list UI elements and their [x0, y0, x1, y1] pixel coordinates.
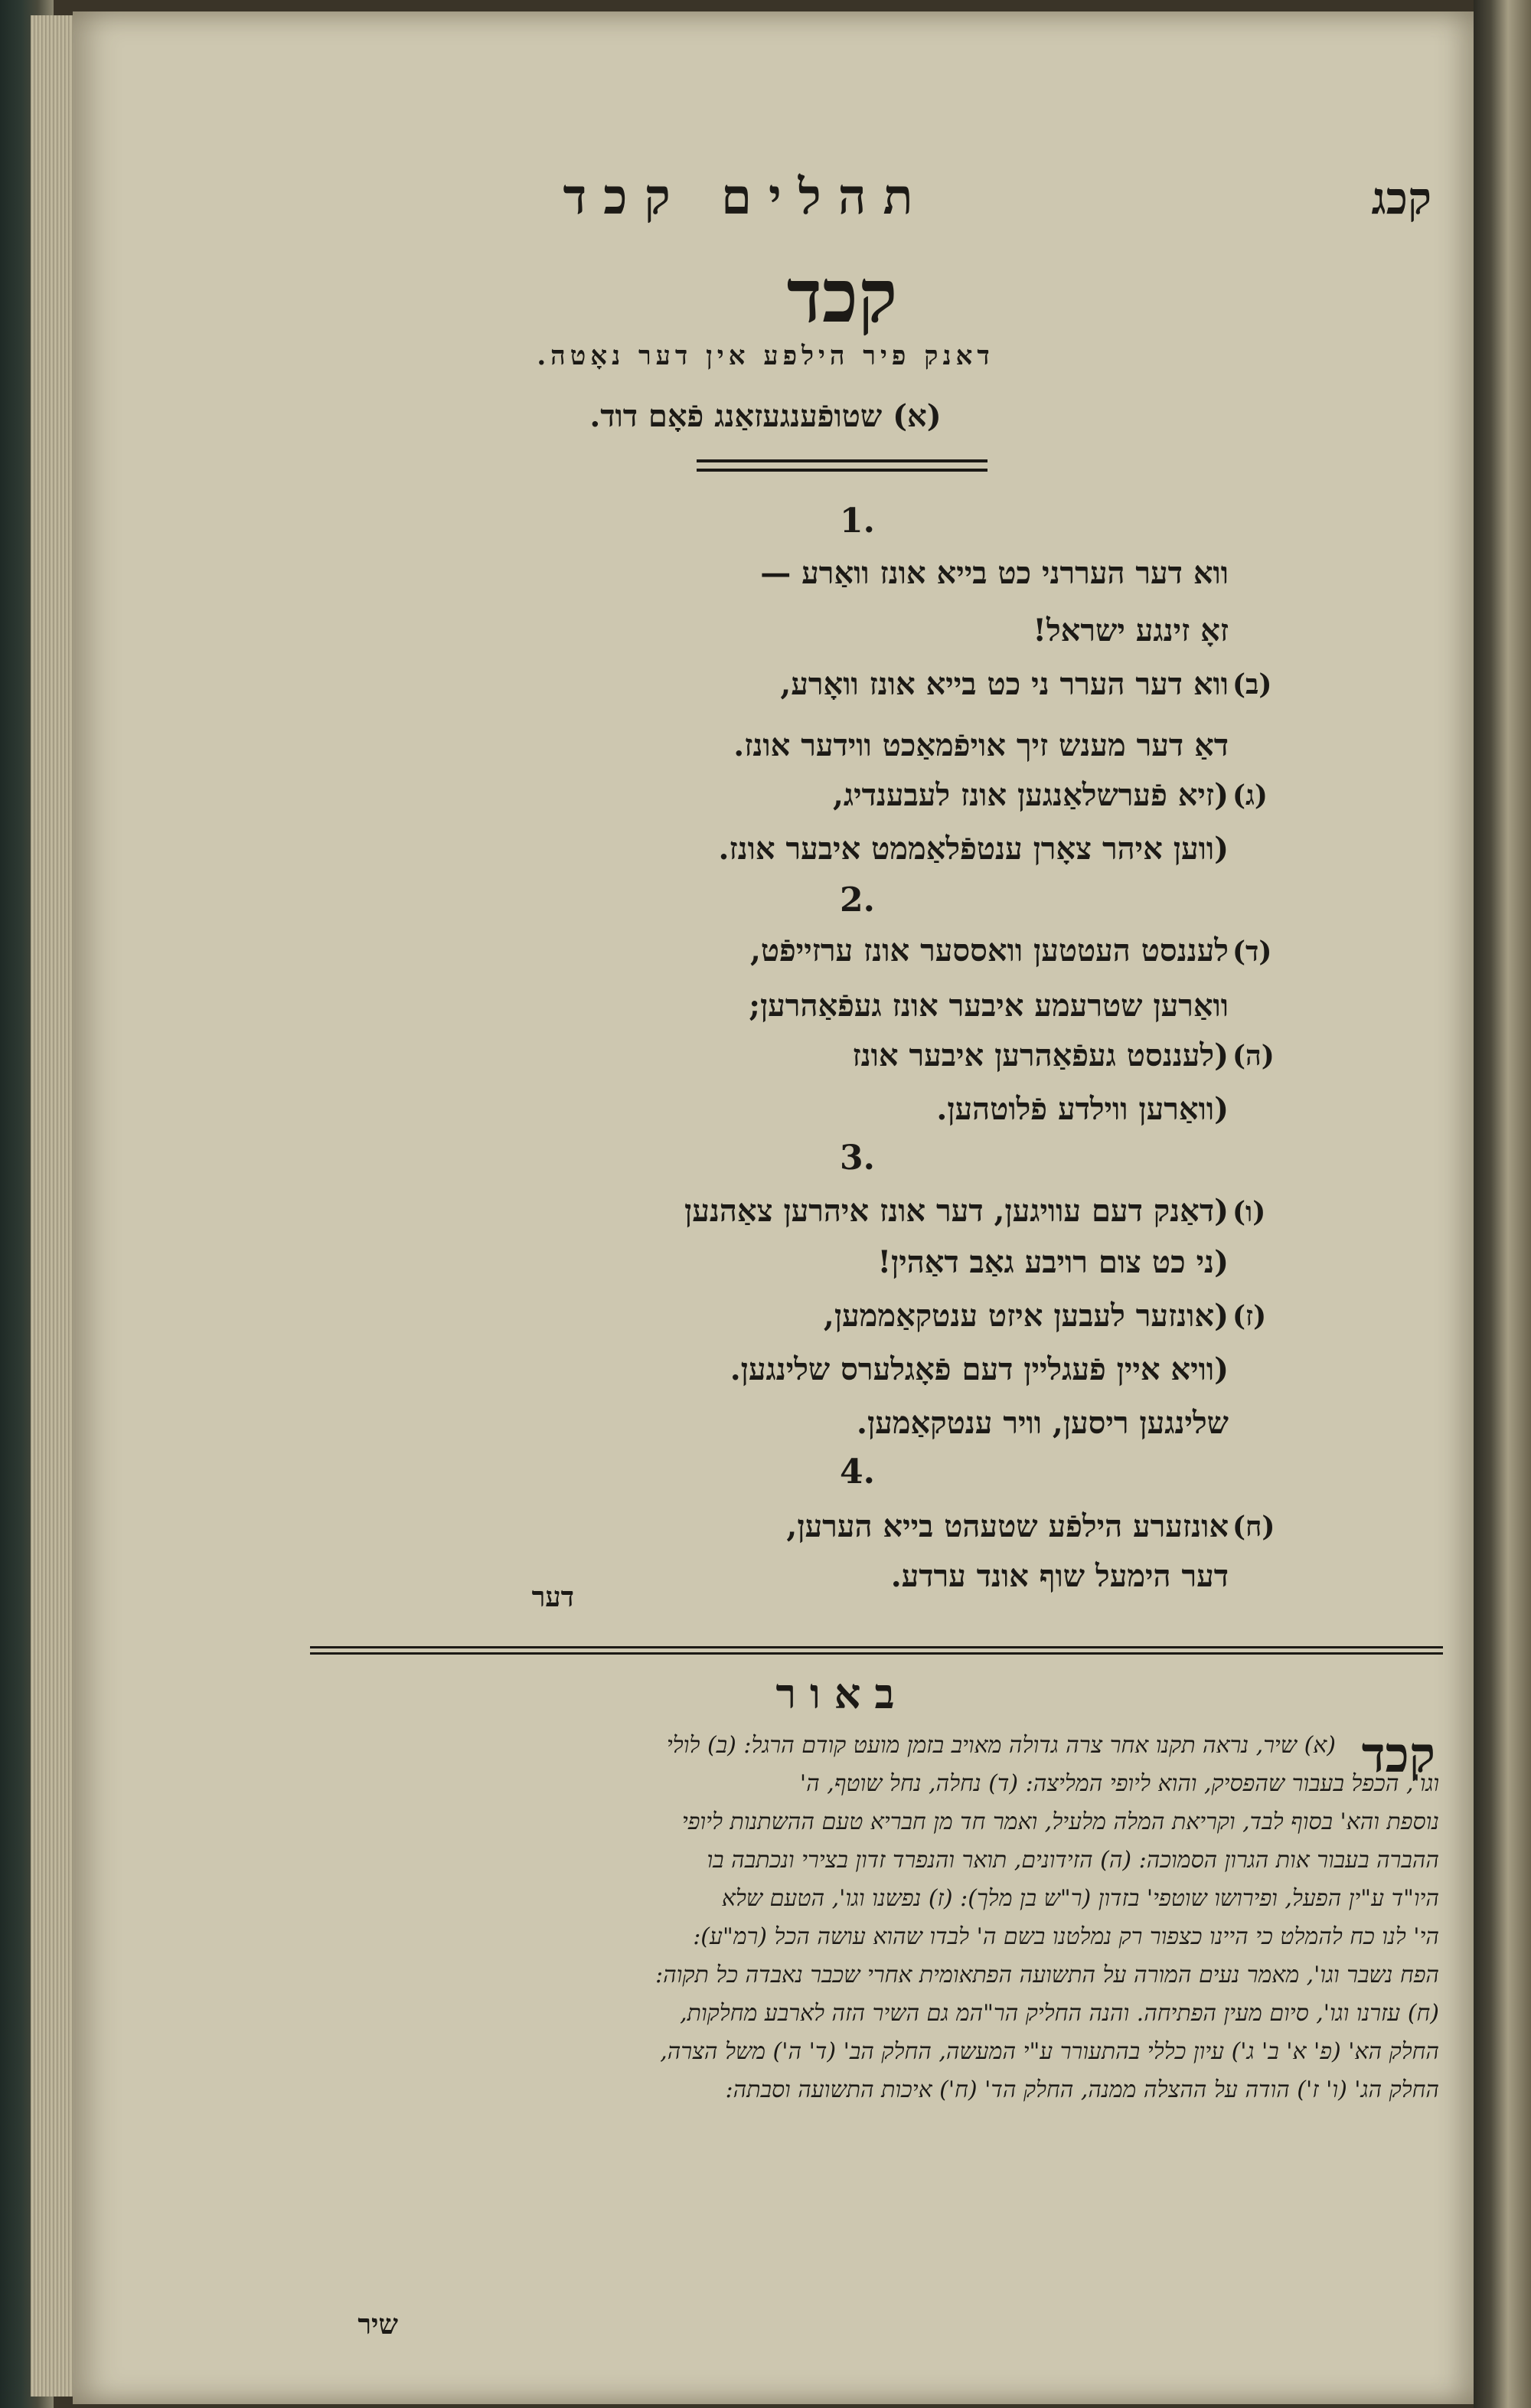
verse-line: אונזערע הילפֿע שטעהט בייא הערען,	[786, 1508, 1229, 1544]
commentary-line: (א) שיר, נראה תקנו אחר צרה גדולה מאויב בזמן מועט קודם הרגל: (ב) לולי	[666, 1732, 1336, 1759]
commentary-line: החלק הג' (ו' ז') הודה על ההצלה ממנה, החלק הד' (ח') איכות התשועה וסבתה:	[725, 2076, 1439, 2103]
verse-line: ווא דער העררני כט בייא אונז וואַרע —	[760, 555, 1229, 591]
stanza-number: 4.	[840, 1452, 875, 1492]
commentary-rule-top	[310, 1646, 1443, 1648]
catchword-top: דער	[531, 1581, 574, 1613]
commentary-line: הפח נשבר וגו', מאמר נעים המורה על התשועה הפתאומית אחרי שכבר נאבדה כל תקוה:	[655, 1962, 1439, 1988]
commentary-line: וגו', הכפל בעבור שהפסיק, והוא ליופי המליצה: (ד) נחלה, נחל שוטף, ה'	[799, 1770, 1439, 1797]
verse-marker: (ב)	[1232, 668, 1272, 701]
page-number: קכג	[1371, 172, 1431, 224]
psalm-subtitle: דאנק פיר הילפע אין דער נאָטה.	[537, 341, 994, 371]
commentary-line: היו"ד ע"ין הפעל, ופירושו שוטפי' בזדון (ר"ש בן מלך): (ז) נפשנו וגו', הטעם שלא	[721, 1885, 1439, 1912]
verse-marker: (ח)	[1232, 1511, 1275, 1543]
verse-line: (ני כט צום רויבע גאַב דאַהין!	[877, 1244, 1229, 1280]
verse-marker: (ד)	[1232, 936, 1272, 968]
stanza-number: 2.	[840, 881, 875, 920]
title-rule-top	[697, 459, 987, 462]
commentary-rule-bottom	[310, 1652, 1443, 1655]
verse-line: דאַ דער מענש זיך אויפֿמאַכט ווידער אונז.	[733, 727, 1229, 763]
title-rule-bottom	[697, 469, 987, 472]
verse-line: (דאַנק דעם עוויגען, דער אונז איהרען צאַהנען	[684, 1193, 1229, 1229]
commentary-line: ההברה בעבור אות הגרון הסמוכה: (ה) הזידונים, תואר והנפרד זדון בצירי ונכתבה בו	[707, 1847, 1439, 1874]
running-title: תהלים קכד	[563, 168, 930, 226]
verse-line: (זיא פֿערשלאַנגען אונז לעבענדיג,	[832, 777, 1229, 813]
verse-line: דער הימעל שוף אונד ערדע.	[890, 1558, 1229, 1594]
psalm-number: קכד	[786, 253, 898, 339]
facing-page-edge	[1474, 0, 1531, 2408]
verse-line: (אונזער לעבען איזט ענטקאַממען,	[823, 1298, 1229, 1334]
stanza-number: 3.	[840, 1139, 875, 1178]
stanza-number: 1.	[840, 502, 875, 541]
verse-line: (וויא איין פֿעגליין דעם פֿאָגלערס שלינגען.	[730, 1351, 1229, 1387]
verse-marker: (ו)	[1232, 1196, 1266, 1228]
verse-line: שלינגען ריסען, וויר ענטקאַמען.	[857, 1405, 1229, 1441]
verse-line: זאָ זינגע ישראל!	[1033, 613, 1229, 649]
verse-marker: (ג)	[1232, 779, 1268, 812]
verse-line: (לעננסט געפֿאַהרען איבער אונז	[852, 1037, 1229, 1073]
page-edges	[31, 15, 77, 2397]
verse-line: וואַרען שטרעמע איבער אונז געפֿאַהרען;	[749, 988, 1229, 1024]
commentary-line: נוספת והא' בסוף לבד, וקריאת המלה מלעיל, ואמר חד מן חבריא טעם ההשתנות ליופי	[681, 1808, 1439, 1835]
commentary-line: (ח) עזרנו וגו', סיום מעין הפתיחה. והנה החליק הר"המ גם השיר הזה לארבע מחלקות,	[680, 2000, 1439, 2027]
verse-line: (ווען איהר צאָרן ענטפֿלאַממט איבער אונז.	[718, 831, 1229, 867]
commentary-line: החלק הא' (פ' א' ב' ג') עיון כללי בהתעורר ע"י המעשה, החלק הב' (ד' ה') משל הצרה,	[660, 2038, 1439, 2065]
verse-line: ווא דער הערר ני כט בייא אונז וואָרע,	[780, 666, 1229, 702]
commentary-line: הי' לנו כח להמלט כי היינו כצפור רק נמלטנו בשם ה' לבדו שהוא עושה הכל (רמ"ע):	[693, 1923, 1439, 1950]
commentary-title: באור	[775, 1669, 909, 1718]
verse-marker: (ז)	[1232, 1300, 1267, 1332]
verse-marker: (ה)	[1232, 1040, 1275, 1072]
verse-line: לעננסט העטטען וואססער אונז ערזייפֿט,	[749, 933, 1229, 969]
commentary-lead: קכד	[1361, 1727, 1435, 1784]
psalm-superscription: (א) שטופֿענגעזאַנג פֿאָם דוד.	[589, 398, 942, 434]
verse-line: (וואַרען ווילדע פֿלוטהען.	[936, 1091, 1229, 1127]
catchword-bottom: שיר	[357, 2308, 398, 2341]
